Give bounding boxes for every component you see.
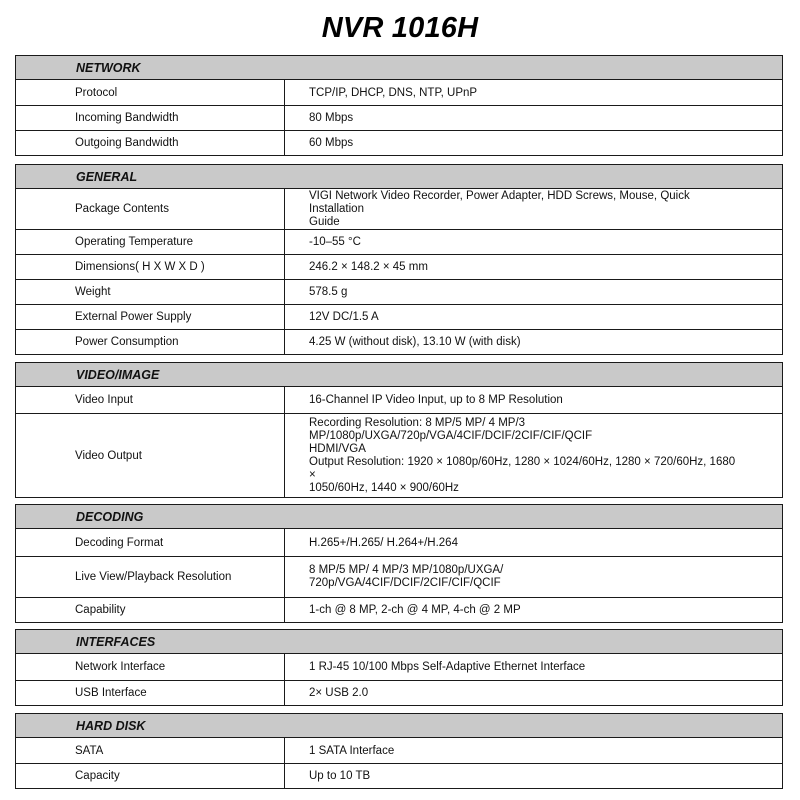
row-value: 80 Mbps <box>309 112 354 124</box>
section-hard-disk <box>15 713 783 789</box>
row-value <box>285 414 782 497</box>
table-row <box>16 229 782 254</box>
row-value: 578.5 g <box>309 286 348 298</box>
row-value: 1-ch @ 8 MP, 2-ch @ 4 MP, 4-ch @ 2 MP <box>309 604 521 616</box>
table-row <box>16 279 782 304</box>
row-label: Dimensions( H X W X D ) <box>16 255 285 279</box>
row-value <box>285 557 782 597</box>
table-row <box>16 556 782 597</box>
row-label: Operating Temperature <box>16 230 285 254</box>
row-value-line: Guide <box>309 215 340 228</box>
row-value-line: Output Resolution: 1920 × 1080p/60Hz, 1280 × 1024/60Hz, 1280 × 720/60Hz, 1680 × <box>309 455 736 481</box>
row-label: Outgoing Bandwidth <box>16 131 285 155</box>
table-row <box>16 738 782 763</box>
row-value: TCP/IP, DHCP, DNS, NTP, UPnP <box>309 86 478 99</box>
row-value: 4.25 W (without disk), 13.10 W (with disk) <box>309 336 521 348</box>
section-heading: INTERFACES <box>16 630 782 654</box>
table-row <box>16 329 782 354</box>
table-row <box>16 254 782 279</box>
row-value: 246.2 × 148.2 × 45 mm <box>309 261 428 273</box>
table-row <box>16 680 782 705</box>
row-label: SATA <box>16 738 285 763</box>
section-general <box>15 164 783 355</box>
row-value-line: VIGI Network Video Recorder, Power Adapter, HDD Screws, Mouse, Quick Installation <box>309 189 690 215</box>
row-value-line: 8 MP/5 MP/ 4 MP/3 MP/1080p/UXGA/ <box>309 564 504 576</box>
table-row <box>16 387 782 413</box>
row-label: Weight <box>16 280 285 304</box>
row-value: H.265+/H.265/ H.264+/H.264 <box>309 536 458 549</box>
section-heading: HARD DISK <box>16 714 782 738</box>
row-value: 16-Channel IP Video Input, up to 8 MP Resolution <box>309 394 563 406</box>
row-value: 12V DC/1.5 A <box>309 311 379 323</box>
table-row <box>16 413 782 497</box>
row-label: Decoding Format <box>16 529 285 556</box>
section-decoding <box>15 504 783 623</box>
row-label: Capability <box>16 598 285 622</box>
table-row <box>16 304 782 329</box>
table-row <box>16 105 782 130</box>
row-value-line: Recording Resolution: 8 MP/5 MP/ 4 MP/3 <box>309 416 526 429</box>
row-label: Protocol <box>16 80 285 105</box>
row-value: 1 SATA Interface <box>309 744 395 757</box>
section-video-image <box>15 362 783 498</box>
row-value: -10–55 °C <box>309 236 361 248</box>
row-label: External Power Supply <box>16 305 285 329</box>
table-row <box>16 529 782 556</box>
table-row <box>16 130 782 155</box>
row-value-line: HDMI/VGA <box>309 442 366 455</box>
row-value: 60 Mbps <box>309 137 354 149</box>
section-interfaces <box>15 629 783 706</box>
section-network <box>15 55 783 156</box>
row-label: Video Input <box>16 387 285 413</box>
row-value-line: 720p/VGA/4CIF/DCIF/2CIF/CIF/QCIF <box>309 577 501 589</box>
table-row <box>16 80 782 105</box>
row-label: Network Interface <box>16 654 285 680</box>
row-label: USB Interface <box>16 681 285 705</box>
table-row <box>16 654 782 680</box>
section-heading: VIDEO/IMAGE <box>16 363 782 387</box>
row-value <box>285 189 782 229</box>
row-value-line: 1050/60Hz, 1440 × 900/60Hz <box>309 481 459 494</box>
page-title: NVR 1016H <box>321 12 479 44</box>
row-value: 2× USB 2.0 <box>309 687 369 699</box>
row-value: 1 RJ-45 10/100 Mbps Self-Adaptive Ethernet Interface <box>309 661 586 673</box>
table-row <box>16 189 782 229</box>
table-row <box>16 763 782 788</box>
section-heading: GENERAL <box>16 165 782 189</box>
table-row <box>16 597 782 622</box>
row-label: Live View/Playback Resolution <box>16 557 285 597</box>
section-heading: DECODING <box>16 505 782 529</box>
row-label: Video Output <box>16 414 285 497</box>
row-label: Incoming Bandwidth <box>16 106 285 130</box>
row-label: Capacity <box>16 764 285 788</box>
section-heading: NETWORK <box>16 56 782 80</box>
row-value-line: MP/1080p/UXGA/720p/VGA/4CIF/DCIF/2CIF/CIF/QCIF <box>309 429 593 442</box>
row-label: Package Contents <box>16 189 285 229</box>
row-label: Power Consumption <box>16 330 285 354</box>
row-value: Up to 10 TB <box>309 770 371 782</box>
